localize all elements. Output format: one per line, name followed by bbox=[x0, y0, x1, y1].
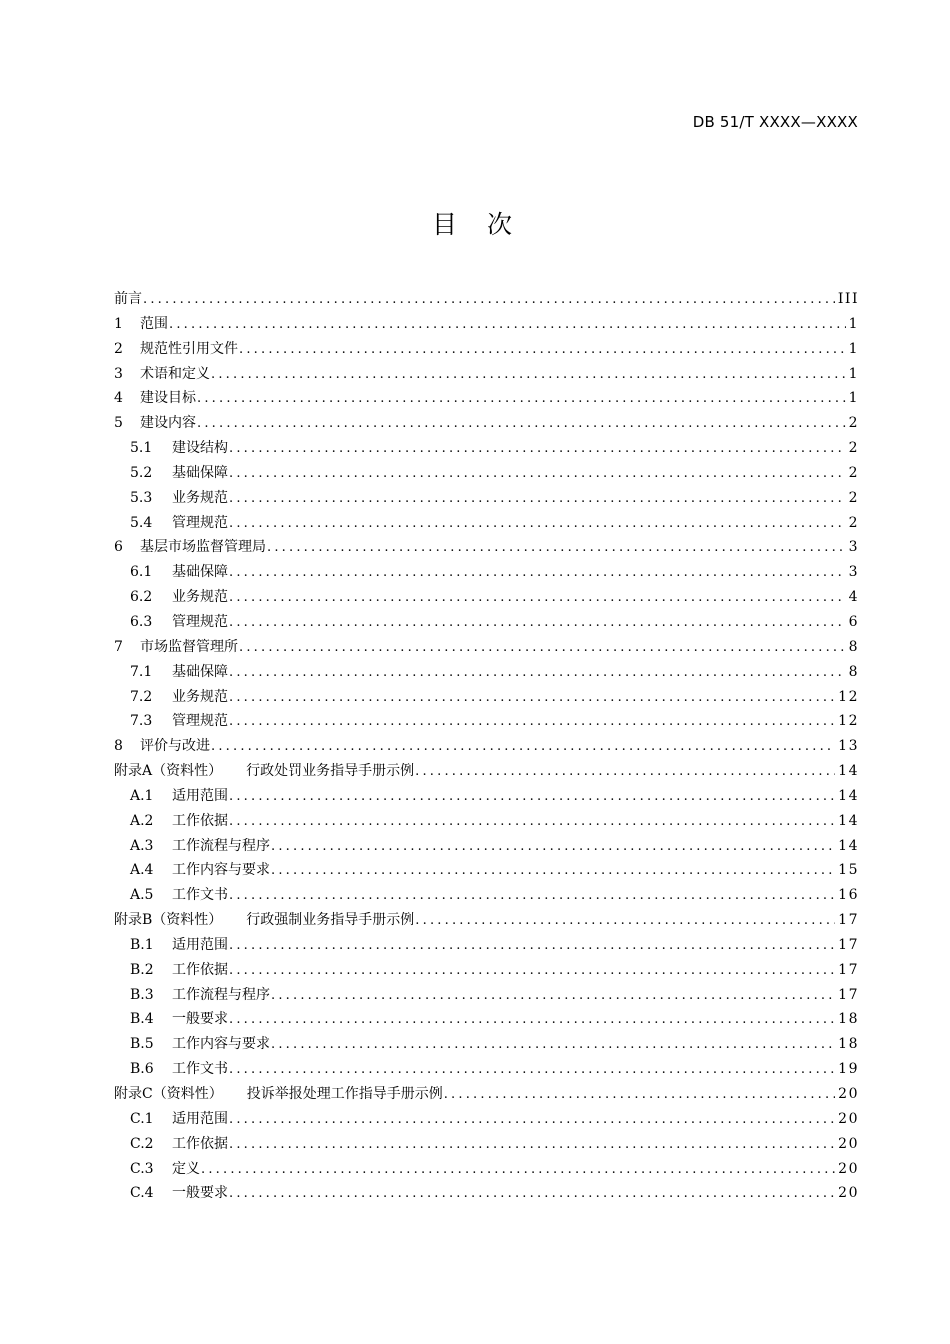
toc-entry-number: 7.2 bbox=[130, 688, 153, 705]
toc-entry-number: 6 bbox=[114, 539, 123, 556]
toc-dot-leader bbox=[229, 611, 846, 635]
toc-entry-number: 1 bbox=[114, 315, 123, 332]
toc-entry-title: 管理规范 bbox=[172, 713, 228, 730]
toc-entry-title: 范围 bbox=[140, 315, 168, 332]
toc-entry-title: 管理规范 bbox=[172, 514, 228, 531]
toc-entry[interactable] bbox=[114, 486, 859, 511]
toc-entry-title: 工作内容与要求 bbox=[172, 862, 270, 879]
toc-dot-leader bbox=[229, 586, 846, 610]
toc-entry-page: 17 bbox=[838, 912, 859, 929]
toc-entry[interactable] bbox=[114, 1082, 859, 1107]
toc-entry-number: 5.3 bbox=[130, 489, 153, 506]
toc-entry-number: 附录A（资料性） bbox=[114, 763, 223, 780]
toc-entry-number: 3 bbox=[114, 365, 123, 382]
toc-entry-number: 8 bbox=[114, 738, 123, 755]
toc-entry-number: B.1 bbox=[130, 936, 154, 953]
toc-entry-title: 工作文书 bbox=[172, 887, 228, 904]
toc-entry-page: 14 bbox=[838, 812, 859, 829]
toc-entry-number: C.2 bbox=[130, 1135, 154, 1152]
toc-entry-page: 2 bbox=[848, 489, 859, 506]
toc-dot-leader bbox=[239, 338, 846, 362]
toc-dot-leader bbox=[211, 363, 846, 387]
toc-dot-leader bbox=[271, 984, 835, 1008]
toc-dot-leader bbox=[415, 909, 835, 933]
toc-entry-page: 17 bbox=[838, 961, 859, 978]
toc-entry[interactable] bbox=[114, 958, 859, 983]
toc-entry-title: 适用范围 bbox=[172, 1110, 228, 1127]
toc-dot-leader bbox=[271, 1033, 835, 1057]
toc-entry[interactable] bbox=[114, 660, 859, 685]
toc-entry[interactable] bbox=[114, 560, 859, 585]
toc-entry-title: 规范性引用文件 bbox=[140, 340, 238, 357]
toc-entry[interactable] bbox=[114, 983, 859, 1008]
toc-dot-leader bbox=[229, 1058, 835, 1082]
toc-entry[interactable] bbox=[114, 834, 859, 859]
toc-entry-page: 17 bbox=[838, 936, 859, 953]
toc-entry[interactable] bbox=[114, 610, 859, 635]
toc-entry[interactable] bbox=[114, 1107, 859, 1132]
toc-entry-title: 管理规范 bbox=[172, 613, 228, 630]
toc-dot-leader bbox=[229, 462, 846, 486]
toc-dot-leader bbox=[229, 1108, 835, 1132]
toc-entry-number: B.5 bbox=[130, 1036, 154, 1053]
toc-entry-number: 6.2 bbox=[130, 589, 153, 606]
toc-entry[interactable] bbox=[114, 685, 859, 710]
toc-entry[interactable] bbox=[114, 312, 859, 337]
toc-entry[interactable] bbox=[114, 1132, 859, 1157]
toc-entry-number: 4 bbox=[114, 390, 123, 407]
toc-entry-page: 8 bbox=[848, 638, 859, 655]
toc-entry[interactable] bbox=[114, 809, 859, 834]
toc-entry-title: 行政处罚业务指导手册示例 bbox=[246, 763, 415, 780]
toc-dot-leader bbox=[415, 760, 835, 784]
toc-entry-number: 附录B（资料性） bbox=[114, 912, 223, 929]
toc-entry-page: 4 bbox=[848, 589, 859, 606]
toc-entry-number: A.3 bbox=[130, 837, 154, 854]
toc-dot-leader bbox=[201, 1158, 835, 1182]
toc-entry-title: 基层市场监督管理局 bbox=[140, 539, 266, 556]
toc-entry[interactable] bbox=[114, 337, 859, 362]
toc-entry-page: 19 bbox=[838, 1061, 859, 1078]
toc-dot-leader bbox=[229, 487, 846, 511]
toc-entry-number: C.1 bbox=[130, 1110, 154, 1127]
toc-entry-title: 工作文书 bbox=[172, 1061, 228, 1078]
toc-entry-title: 基础保障 bbox=[172, 464, 228, 481]
toc-entry[interactable] bbox=[114, 362, 859, 387]
page-title: 目次 bbox=[431, 210, 542, 239]
toc-entry-page: 1 bbox=[848, 340, 859, 357]
toc-entry-number: 6.3 bbox=[130, 613, 153, 630]
toc-entry-page: 1 bbox=[848, 390, 859, 407]
toc-entry[interactable] bbox=[114, 535, 859, 560]
toc-entry-number: A.5 bbox=[130, 887, 154, 904]
toc-entry-title: 适用范围 bbox=[172, 936, 228, 953]
toc-entry-number: B.6 bbox=[130, 1061, 154, 1078]
toc-entry-title: 评价与改进 bbox=[140, 738, 210, 755]
toc-entry-page: 1 bbox=[848, 365, 859, 382]
toc-dot-leader bbox=[143, 288, 835, 312]
toc-dot-leader bbox=[229, 1182, 835, 1206]
toc-entry[interactable] bbox=[114, 461, 859, 486]
toc-entry[interactable] bbox=[114, 1032, 859, 1057]
toc-entry[interactable] bbox=[114, 933, 859, 958]
toc-entry-title: 术语和定义 bbox=[140, 365, 210, 382]
toc-entry-page: 20 bbox=[838, 1185, 859, 1202]
toc-dot-leader bbox=[197, 387, 846, 411]
toc-entry-title: 建设目标 bbox=[140, 390, 196, 407]
toc-entry[interactable] bbox=[114, 908, 859, 933]
toc-dot-leader bbox=[229, 959, 835, 983]
toc-dot-leader bbox=[229, 810, 835, 834]
toc-dot-leader bbox=[197, 412, 846, 436]
toc-entry-number: A.4 bbox=[130, 862, 154, 879]
toc-entry-number: 7 bbox=[114, 638, 123, 655]
toc-entry-title: 建设结构 bbox=[172, 440, 228, 457]
toc-entry-title: 工作依据 bbox=[172, 812, 228, 829]
toc-entry-page: 20 bbox=[838, 1135, 859, 1152]
toc-entry-number: 5.2 bbox=[130, 464, 153, 481]
toc-entry[interactable] bbox=[114, 858, 859, 883]
toc-entry[interactable] bbox=[114, 709, 859, 734]
toc-entry-title: 工作内容与要求 bbox=[172, 1036, 270, 1053]
document-code: DB 51/T XXXX—XXXX bbox=[692, 113, 858, 131]
toc-entry-page: 2 bbox=[848, 415, 859, 432]
toc-entry-page: 18 bbox=[838, 1036, 859, 1053]
toc-entry-page: 12 bbox=[838, 713, 859, 730]
toc-entry-number: 6.1 bbox=[130, 564, 153, 581]
toc-entry-title: 基础保障 bbox=[172, 564, 228, 581]
toc-entry-page: 20 bbox=[838, 1086, 859, 1102]
toc-entry-number: 5 bbox=[114, 415, 123, 432]
toc-entry[interactable] bbox=[114, 1057, 859, 1082]
toc-entry-page: 2 bbox=[848, 514, 859, 531]
toc-entry-page: 14 bbox=[838, 787, 859, 804]
toc-entry-number: B.4 bbox=[130, 1011, 154, 1028]
toc-entry-page: 20 bbox=[838, 1160, 859, 1177]
toc-dot-leader bbox=[229, 686, 835, 710]
toc-dot-leader bbox=[229, 437, 846, 461]
toc-dot-leader bbox=[229, 512, 846, 536]
toc-entry[interactable] bbox=[114, 1157, 859, 1182]
toc-entry-page: 15 bbox=[838, 862, 859, 879]
toc-entry[interactable] bbox=[114, 734, 859, 759]
toc-entry-title: 一般要求 bbox=[172, 1011, 228, 1028]
toc-entry-page: 2 bbox=[848, 440, 859, 457]
toc-entry-title: 工作流程与程序 bbox=[172, 837, 270, 854]
toc-entry-number: 5.4 bbox=[130, 514, 153, 531]
toc-entry-title: 基础保障 bbox=[172, 663, 228, 680]
toc-entry-number: 7.3 bbox=[130, 713, 153, 730]
toc-entry-page: 20 bbox=[838, 1110, 859, 1127]
toc-dot-leader bbox=[211, 735, 835, 759]
toc-entry-page: 6 bbox=[848, 613, 859, 630]
toc-entry-number: B.2 bbox=[130, 961, 154, 978]
toc-entry[interactable] bbox=[114, 287, 859, 312]
toc-entry-title: 业务规范 bbox=[172, 489, 228, 506]
toc-dot-leader bbox=[229, 1008, 835, 1032]
toc-entry-page: 1 bbox=[848, 315, 859, 332]
toc-entry-page: 16 bbox=[838, 887, 859, 904]
toc-dot-leader bbox=[267, 536, 846, 560]
toc-dot-leader bbox=[229, 1133, 835, 1157]
toc-entry[interactable] bbox=[114, 1007, 859, 1032]
toc-entry-page: 14 bbox=[838, 837, 859, 854]
toc-entry-number: A.2 bbox=[130, 812, 154, 829]
toc-dot-leader bbox=[271, 859, 835, 883]
toc-entry[interactable] bbox=[114, 883, 859, 908]
toc-dot-leader bbox=[169, 313, 846, 337]
toc-entry[interactable] bbox=[114, 511, 859, 536]
toc-entry-number: 附录C（资料性） bbox=[114, 1086, 223, 1102]
toc-dot-leader bbox=[271, 835, 835, 859]
toc-entry-number: 5.1 bbox=[130, 440, 153, 457]
toc-dot-leader bbox=[229, 661, 846, 685]
toc-entry-page: 18 bbox=[838, 1011, 859, 1028]
toc-entry-page: 17 bbox=[838, 986, 859, 1003]
toc-entry[interactable] bbox=[114, 436, 859, 461]
toc-entry-title: 前言 bbox=[114, 291, 142, 307]
toc-entry-page: III bbox=[837, 291, 859, 307]
toc-dot-leader bbox=[239, 636, 846, 660]
toc-entry[interactable] bbox=[114, 585, 859, 610]
toc-entry[interactable] bbox=[114, 635, 859, 660]
toc-entry-title: 业务规范 bbox=[172, 688, 228, 705]
toc-entry-title: 一般要求 bbox=[172, 1185, 228, 1202]
toc-entry-page: 8 bbox=[848, 663, 859, 680]
toc-entry-title: 投诉举报处理工作指导手册示例 bbox=[246, 1086, 443, 1102]
toc-entry-title: 工作依据 bbox=[172, 961, 228, 978]
toc-dot-leader bbox=[229, 710, 835, 734]
toc-entry-page: 3 bbox=[848, 564, 859, 581]
toc-dot-leader bbox=[229, 884, 835, 908]
toc-entry-title: 工作流程与程序 bbox=[172, 986, 270, 1003]
toc-dot-leader bbox=[229, 785, 835, 809]
toc-entry-page: 2 bbox=[848, 464, 859, 481]
toc-entry[interactable] bbox=[114, 1181, 859, 1206]
toc-entry-title: 建设内容 bbox=[140, 415, 196, 432]
toc-entry-title: 定义 bbox=[172, 1160, 200, 1177]
toc-entry[interactable] bbox=[114, 411, 859, 436]
toc-entry-title: 业务规范 bbox=[172, 589, 228, 606]
toc-entry-page: 3 bbox=[848, 539, 859, 556]
toc-entry-page: 14 bbox=[838, 763, 859, 780]
toc-entry[interactable] bbox=[114, 386, 859, 411]
toc-entry[interactable] bbox=[114, 784, 859, 809]
toc-dot-leader bbox=[444, 1083, 835, 1107]
toc-entry-title: 行政强制业务指导手册示例 bbox=[246, 912, 415, 929]
toc-entry-number: C.4 bbox=[130, 1185, 154, 1202]
toc-entry-title: 工作依据 bbox=[172, 1135, 228, 1152]
toc-entry-number: 2 bbox=[114, 340, 123, 357]
toc-dot-leader bbox=[229, 934, 835, 958]
toc-entry-number: B.3 bbox=[130, 986, 154, 1003]
table-of-contents bbox=[114, 287, 859, 1206]
toc-entry-page: 12 bbox=[838, 688, 859, 705]
toc-entry-number: 7.1 bbox=[130, 663, 153, 680]
toc-entry-page: 13 bbox=[838, 738, 859, 755]
toc-entry-title: 适用范围 bbox=[172, 787, 228, 804]
toc-entry-number: C.3 bbox=[130, 1160, 154, 1177]
toc-dot-leader bbox=[229, 561, 846, 585]
toc-entry-number: A.1 bbox=[130, 787, 154, 804]
toc-entry[interactable] bbox=[114, 759, 859, 784]
toc-entry-title: 市场监督管理所 bbox=[140, 638, 238, 655]
